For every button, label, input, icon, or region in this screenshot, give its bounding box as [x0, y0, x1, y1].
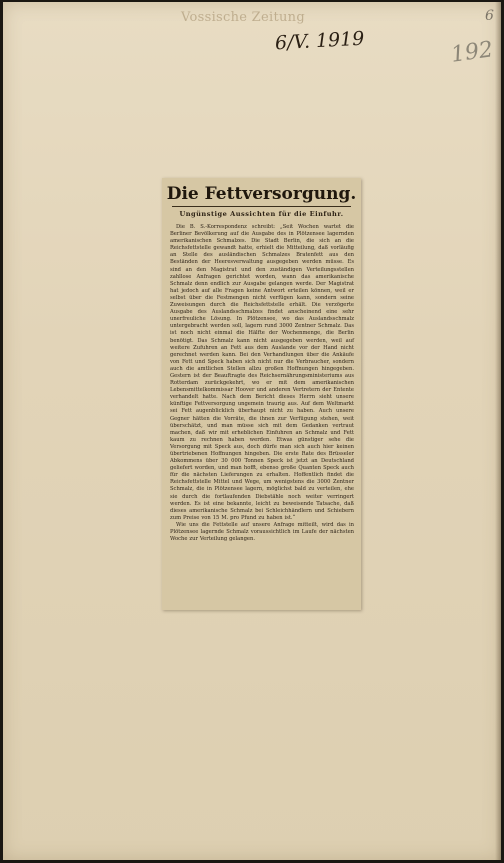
article-subhead: Ungünstige Aussichten für die Einfuhr. — [179, 210, 344, 218]
newspaper-source-stamp: Vossische Zeitung — [181, 10, 305, 25]
article-paragraph: Wie uns die Fettstelle auf unsere Anfrage mitteilt, wird das in Plötzensee lagernde Schmalz voraussichtlich im Laufe der nächsten Woche zur Verteilung gelangen. — [170, 521, 354, 543]
article-paragraph: Die B. S.-Korrespondenz schreibt: „Seit Wochen wartet die Berliner Bevölkerung auf die Ausgabe des in Plötzensee lagernden amerikanischen Schmalzes. Die Stadt Berlin, die sich an die Reichsfettstelle gewandt hatte, erhielt die Mitteilung, daß vorläufig an Stelle des ausländischen Schmalzes Bratenfett aus den Beständen der Heeresverwaltung ausgegeben werden müsse. Es sind an den Magistrat und den zuständigen Verteilungsstellen zahllose Anfragen gerichtet worden, wann das amerikanische Schmalz denn endlich zur Ausgabe gelangen werde. Der Magistrat hat jedoch auf alle Fragen keine Antwort erteilen können, weil er selbst über die Festmengen nicht verfügen kann, sondern seine Zuweisungen durch die Reichsfettstelle erhält. Die verzögerte Ausgabe des Auslandsschmalzes findet anscheinend eine sehr unerfreuliche Lösung. In Plötzensee, wo das Auslandsschmalz untergebracht werden soll, lagern rund 3000 Zentner Schmalz. Das ist noch nicht einmal die Hälfte der Wochenmenge, die Berlin benötigt. Das Schmalz kann nicht ausgegeben werden, weil auf weitere Zufuhren an Fett aus dem Auslande vor der Hand nicht gerechnet werden kann. Bei den Verhandlungen über die Ankäufe von Fett und Speck haben sich nicht nur die Verbraucher, sondern auch die amtlichen Stellen allzu großen Hoffnungen hingegeben. Gestern ist der Beauftragte des Reichsernährungsministeriums aus Rotterdam zurückgekehrt, wo er mit dem amerikanischen Lebensmittelkommissar Hoover und anderen Vertretern der Entente verhandelt hatte. Nach dem Bericht dieses Herrn sieht unsere künftige Fettversorgung ungemein traurig aus. Auf dem Weltmarkt sei Fett augenblicklich überhaupt nicht zu haben. Auch unsere Gegner hätten die Vorräte, die ihnen zur Verfügung stehen, weit überschätzt, und man müsse sich mit dem Gedanken vertraut machen, daß wir mit erheblichen Einfuhren an Schmalz und Fett kaum zu rechnen haben werden. Etwas günstiger sehe die Versorgung mit Speck aus, doch dürfe man sich auch hier keinen übertriebenen Hoffnungen hingeben. Die erste Rate des Brüsseler Abkommens über 30 000 Tonnen Speck ist jetzt an Deutschland geliefert worden, und man hofft, ebenso große Quanten Speck auch für die nächsten Lieferungen zu erhalten. Hoffentlich findet die Reichsfettstelle Mittel und Wege, um wenigstens die 3000 Zentner Schmalz, die in Plötzensee lagern, möglichst bald zu verteilen, ehe sie durch die fortlaufenden Diebstähle noch weiter verringert werden. Es ist eine bekannte, leicht zu beweisende Tatsache, daß dieses amerikanische Schmalz bei Schleichhändlern und Schiebern zum Preise von 15 M. pro Pfund zu haben ist.“ — [170, 224, 354, 521]
newspaper-clipping — [162, 178, 361, 610]
article-body — [170, 224, 354, 543]
article-headline: Die Fettversorgung. — [166, 184, 357, 204]
archive-sheet — [3, 2, 501, 860]
handwritten-date: 6/V. 1919 — [274, 27, 365, 55]
pencil-page-number: 192 — [449, 37, 495, 68]
headline-rule — [172, 206, 351, 207]
corner-mark: 6 — [485, 8, 494, 24]
